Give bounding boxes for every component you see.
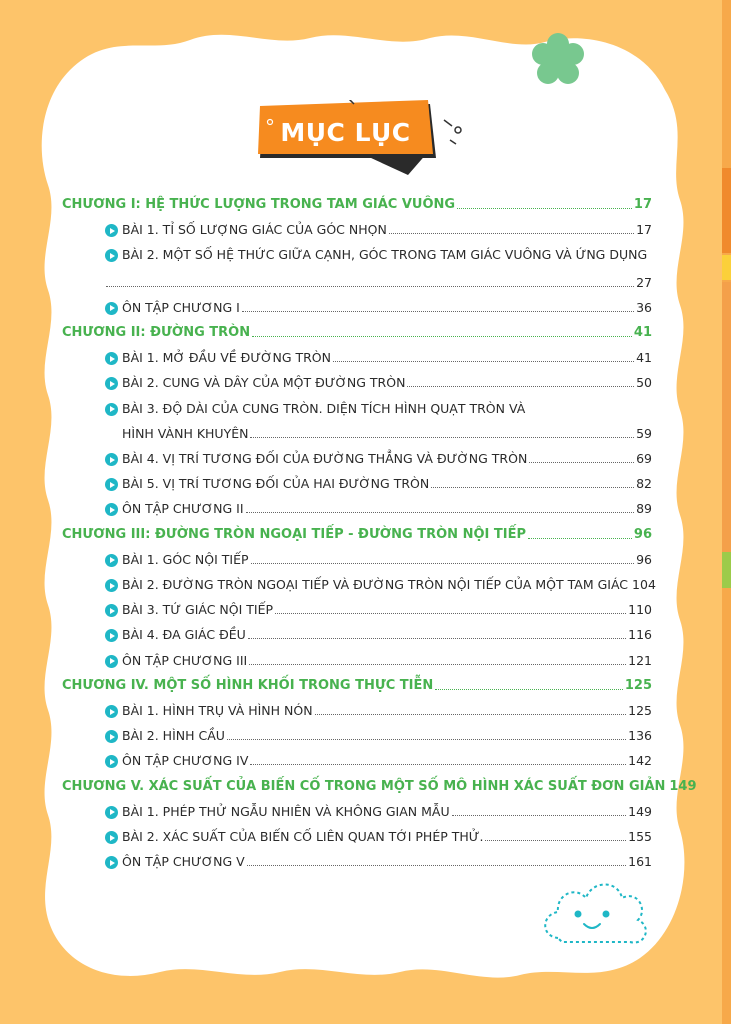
play-bullet-icon [105,453,118,466]
page-number: 149 [628,803,652,819]
toc-chapter-row[interactable] [62,778,697,794]
dot-leader [248,628,626,639]
toc-lesson-row[interactable] [122,451,652,466]
lesson-title: ÔN TẬP CHƯƠNG IV [122,753,249,769]
lesson-title: ÔN TẬP CHƯƠNG II [122,501,244,517]
toc-lesson-row[interactable] [122,300,652,315]
lesson-title: BÀI 2. HÌNH CẦU [122,728,225,744]
lesson-title: ÔN TẬP CHƯƠNG I [122,299,240,315]
chapter-title: CHƯƠNG V. XÁC SUẤT CỦA BIẾN CỐ TRONG MỘT SỐ MÔ HÌNH XÁC SUẤT ĐƠN GIẢN [62,778,666,794]
page-number: 161 [628,854,652,870]
lesson-title: BÀI 1. HÌNH TRỤ VÀ HÌNH NÓN [122,703,313,718]
play-bullet-icon [105,579,118,592]
title-banner [258,100,478,180]
dot-leader [435,679,623,690]
lesson-title: BÀI 2. ĐƯỜNG TRÒN NGOẠI TIẾP VÀ ĐƯỜNG TRÒN NỘI TIẾP CỦA MỘT TAM GIÁC [122,577,629,592]
lesson-title: BÀI 1. TỈ SỐ LƯỢNG GIÁC CỦA GÓC NHỌN [122,222,387,238]
toc-chapter-row[interactable] [62,678,652,693]
page-number: 104 [632,577,656,592]
page-number: 41 [633,325,652,340]
dot-leader [252,326,632,337]
toc-lesson-row[interactable] [122,501,652,516]
toc-lesson-row[interactable] [122,703,652,718]
page-number: 17 [636,222,652,238]
page-number: 89 [636,501,652,517]
dot-leader [246,502,635,513]
play-bullet-icon [105,302,118,315]
toc-chapter-row[interactable] [62,197,652,212]
toc-lesson-row[interactable] [122,728,652,743]
dot-leader [407,376,634,387]
lesson-title: BÀI 3. TỨ GIÁC NỘI TIẾP [122,602,274,618]
lesson-title: BÀI 1. GÓC NỘI TIẾP [122,551,249,567]
toc-lesson-row[interactable] [122,476,652,491]
page-number: 17 [633,197,652,212]
lesson-title: HÌNH VÀNH KHUYÊN [122,425,249,441]
lesson-title: BÀI 4. VỊ TRÍ TƯƠNG ĐỐI CỦA ĐƯỜNG THẲNG VÀ ĐƯỜNG TRÒN [122,451,528,466]
page-number: 125 [628,703,652,718]
dot-leader [457,198,632,209]
lesson-title: BÀI 2. MỘT SỐ HỆ THỨC GIỮA CẠNH, GÓC TRONG TAM GIÁC VUÔNG VÀ ỨNG DỤNG [122,247,648,263]
toc-lesson-row[interactable] [104,275,652,290]
page-number: 69 [636,451,652,466]
dot-leader [431,477,634,488]
lesson-title: BÀI 1. PHÉP THỬ NGẪU NHIÊN VÀ KHÔNG GIAN MẪU [122,803,450,819]
play-bullet-icon [105,705,118,718]
chapter-title: CHƯƠNG II: ĐƯỜNG TRÒN [62,325,251,340]
dot-leader [315,704,627,715]
dot-leader [247,855,626,866]
toc-lesson-row[interactable] [122,350,652,365]
lesson-title: BÀI 4. ĐA GIÁC ĐỀU [122,627,246,643]
lesson-title: BÀI 2. CUNG VÀ DÂY CỦA MỘT ĐƯỜNG TRÒN [122,375,406,391]
play-bullet-icon [105,655,118,668]
toc-lesson-row[interactable] [122,426,652,441]
lesson-title: ÔN TẬP CHƯƠNG V [122,854,245,870]
chapter-title: CHƯƠNG III: ĐƯỜNG TRÒN NGOẠI TIẾP - ĐƯỜNG TRÒN NỘI TIẾP [62,526,526,542]
lesson-title: BÀI 5. VỊ TRÍ TƯƠNG ĐỐI CỦA HAI ĐƯỜNG TRÒN [122,476,430,492]
chapter-title: CHƯƠNG IV. MỘT SỐ HÌNH KHỐI TRONG THỰC TIỄN [62,677,434,693]
toc-lesson-row[interactable] [122,375,652,390]
toc-lesson-row[interactable] [122,247,652,262]
dot-leader [275,603,626,614]
lesson-title: ÔN TẬP CHƯƠNG III [122,652,248,668]
page-number: 121 [628,652,652,668]
page-number: 149 [669,778,697,794]
dot-leader [242,301,634,312]
dot-leader [251,553,635,564]
toc-lesson-row[interactable] [122,854,652,869]
toc-chapter-row[interactable] [62,527,652,542]
toc-lesson-row[interactable] [122,401,652,416]
toc-lesson-row[interactable] [122,753,652,768]
dot-leader [333,351,634,362]
dot-leader [529,452,634,463]
page-number: 110 [628,602,652,618]
toc-lesson-row[interactable] [122,829,652,844]
page-number: 116 [628,627,652,643]
dot-leader [249,654,626,665]
dot-leader [389,223,634,234]
dot-leader [452,805,627,816]
lesson-title: BÀI 1. MỞ ĐẦU VỀ ĐƯỜNG TRÒN [122,350,331,366]
page-number: 142 [628,753,652,769]
page-number: 27 [636,274,652,290]
dot-leader [106,276,634,287]
page-number: 96 [633,526,652,542]
page-number: 82 [636,476,652,492]
dot-leader [528,528,632,539]
page-number: 59 [636,425,652,441]
dot-leader [227,729,626,740]
page-number: 96 [636,551,652,567]
toc-lesson-row[interactable] [122,222,652,237]
toc-chapter-row[interactable] [62,325,652,340]
play-bullet-icon [105,806,118,819]
lesson-title: BÀI 2. XÁC SUẤT CỦA BIẾN CỐ LIÊN QUAN TỚI PHÉP THỬ. [122,829,484,844]
toc-lesson-row[interactable] [122,653,652,668]
page-title: MỤC LỤC [280,118,411,147]
page-number: 155 [628,829,652,844]
chapter-title: CHƯƠNG I: HỆ THỨC LƯỢNG TRONG TAM GIÁC VUÔNG [62,197,456,212]
page-number: 125 [624,677,652,693]
page-number: 36 [636,299,652,315]
dot-leader [250,427,634,438]
play-bullet-icon [105,403,118,416]
toc-lesson-row[interactable] [122,804,652,819]
page-number: 41 [636,350,652,366]
toc-lesson-row[interactable] [122,627,652,642]
dot-leader [485,830,626,841]
page-number: 136 [628,728,652,744]
toc-lesson-row[interactable] [122,602,652,617]
dot-leader [250,754,626,765]
page-number: 50 [636,375,652,391]
play-bullet-icon [105,554,118,567]
toc-lesson-row[interactable] [122,577,656,592]
lesson-title: BÀI 3. ĐỘ DÀI CỦA CUNG TRÒN. DIỆN TÍCH HÌNH QUẠT TRÒN VÀ [122,400,526,416]
toc-lesson-row[interactable] [122,552,652,567]
play-bullet-icon [105,831,118,844]
